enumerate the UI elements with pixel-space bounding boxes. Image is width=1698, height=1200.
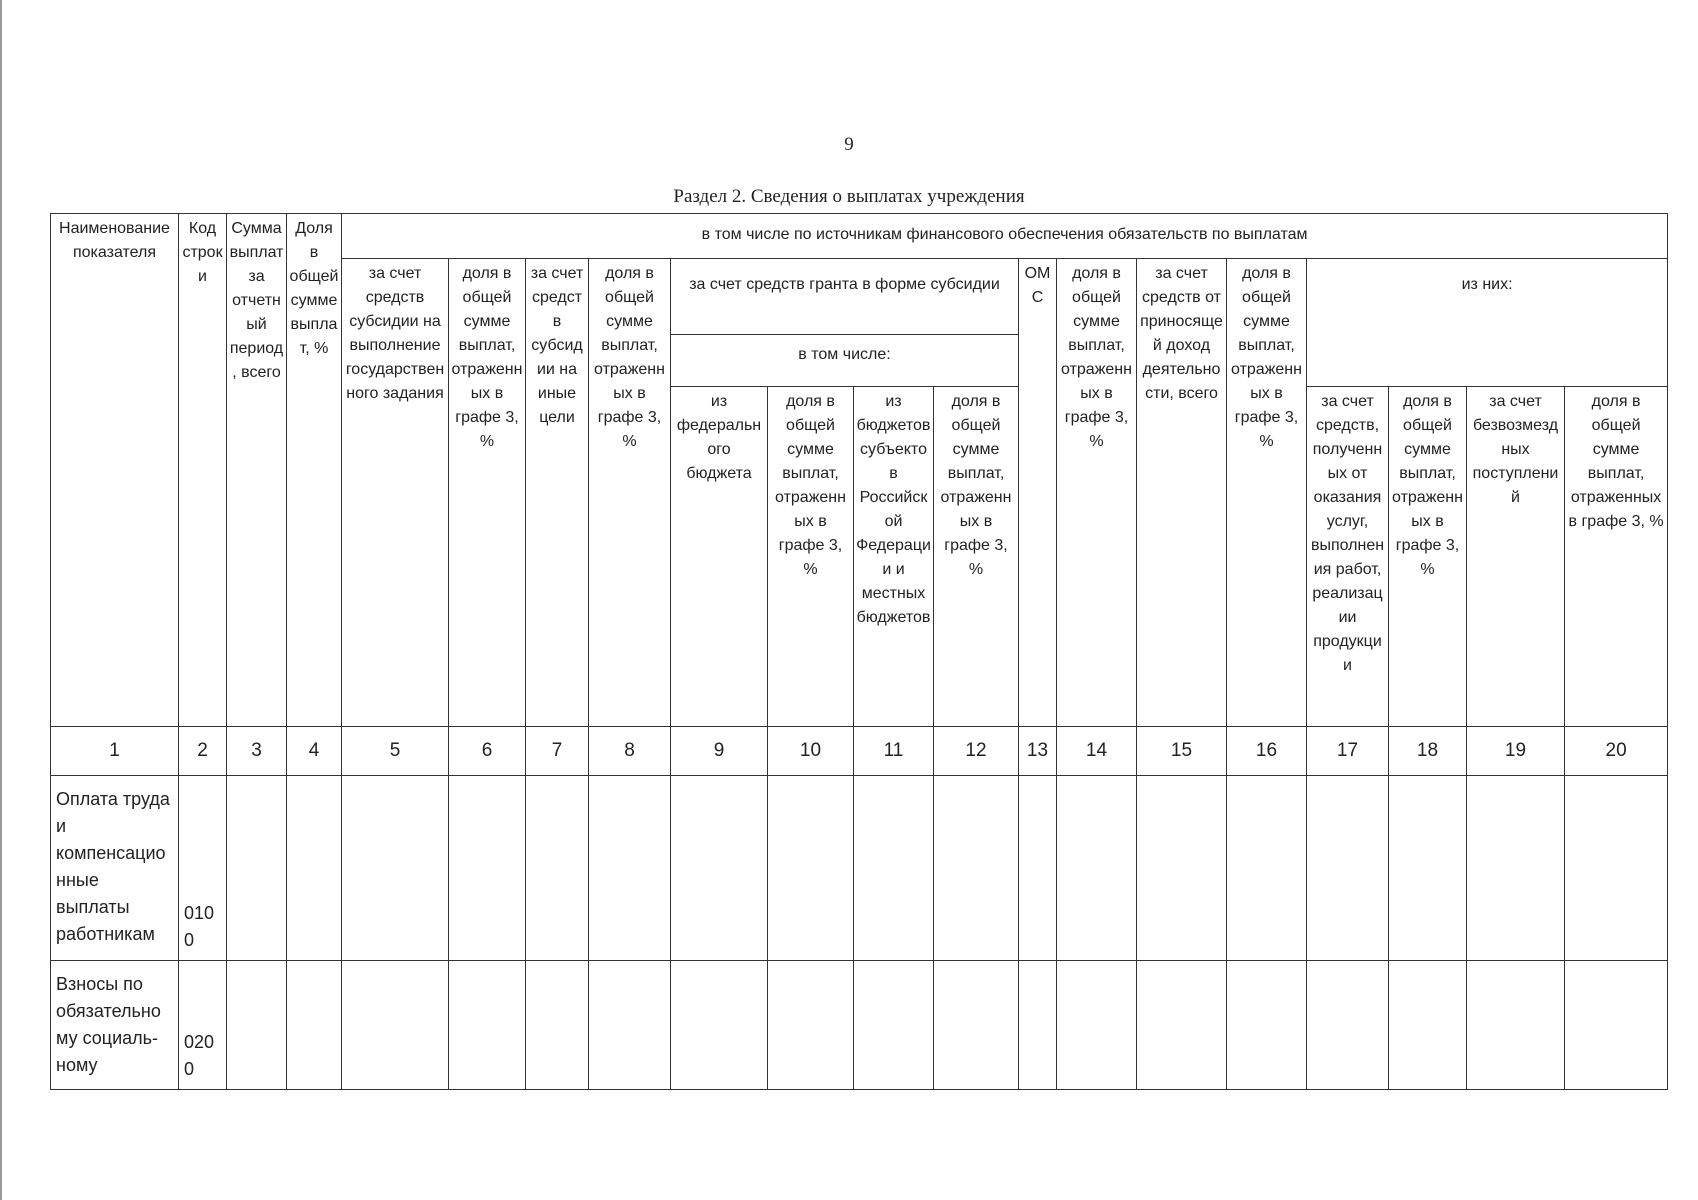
data-cell	[287, 961, 342, 1090]
header-share-state-task: доля в общей сумме выплат, отраженных в графе 3, %	[449, 259, 526, 727]
data-cell	[1565, 776, 1668, 961]
scan-edge	[0, 0, 2, 1200]
data-cell	[768, 776, 854, 961]
column-number: 10	[768, 727, 854, 776]
header-row-1	[51, 214, 1668, 259]
header-total-sum: Сумма выплат за отчетный период, всего	[227, 214, 287, 727]
header-state-task-subsidy: за счет средств субсидии на выполнение государственного задания	[342, 259, 449, 727]
header-federal-budget: из федерального бюджета	[671, 387, 768, 727]
column-number: 11	[854, 727, 934, 776]
row-code: 0100	[179, 776, 227, 961]
header-row-code: Код строки	[179, 214, 227, 727]
data-cell	[934, 961, 1019, 1090]
data-cell	[449, 776, 526, 961]
header-gratuitous-receipts: за счет безвозмездных поступлений	[1467, 387, 1565, 727]
data-cell	[342, 961, 449, 1090]
data-cell	[671, 776, 768, 961]
data-cell	[227, 961, 287, 1090]
column-number: 7	[526, 727, 589, 776]
payments-table	[50, 213, 1668, 1090]
header-share-oms: доля в общей сумме выплат, отраженных в графе 3, %	[1057, 259, 1137, 727]
row-name: Оплата труда и компенсационные выплаты работникам	[51, 776, 179, 961]
header-share-other-purpose: доля в общей сумме выплат, отраженных в графе 3, %	[589, 259, 671, 727]
data-cell	[1389, 961, 1467, 1090]
data-cell	[526, 776, 589, 961]
data-cell	[1565, 961, 1668, 1090]
header-share-regional: доля в общей сумме выплат, отраженных в графе 3, %	[934, 387, 1019, 727]
column-number: 9	[671, 727, 768, 776]
table-row	[51, 961, 1668, 1090]
header-group-sources: в том числе по источникам финансового обеспечения обязательств по выплатам	[342, 214, 1668, 259]
row-code: 0200	[179, 961, 227, 1090]
header-group-grant-including: в том числе:	[671, 335, 1019, 387]
header-indicator-name: Наименование показателя	[51, 214, 179, 727]
header-share-federal: доля в общей сумме выплат, отраженных в графе 3, %	[768, 387, 854, 727]
column-number: 19	[1467, 727, 1565, 776]
column-number: 20	[1565, 727, 1668, 776]
data-cell	[1137, 776, 1227, 961]
header-oms: ОМС	[1019, 259, 1057, 727]
data-cell	[589, 961, 671, 1090]
data-cell	[1307, 776, 1389, 961]
page-number: 9	[844, 134, 854, 155]
data-cell	[1137, 961, 1227, 1090]
column-number: 6	[449, 727, 526, 776]
column-number-row	[51, 727, 1668, 776]
data-cell	[1057, 776, 1137, 961]
data-cell	[589, 776, 671, 961]
data-cell	[449, 961, 526, 1090]
data-cell	[671, 961, 768, 1090]
column-number: 8	[589, 727, 671, 776]
column-number: 17	[1307, 727, 1389, 776]
header-share-total: Доля в общей сумме выплат, %	[287, 214, 342, 727]
header-group-grant: за счет средств гранта в форме субсидии	[671, 259, 1019, 335]
row-name: Взносы по обязательному социаль-ному	[51, 961, 179, 1090]
header-share-income-activity: доля в общей сумме выплат, отраженных в графе 3, %	[1227, 259, 1307, 727]
column-number: 16	[1227, 727, 1307, 776]
column-number: 2	[179, 727, 227, 776]
column-number: 1	[51, 727, 179, 776]
column-number: 15	[1137, 727, 1227, 776]
data-cell	[934, 776, 1019, 961]
data-cell	[227, 776, 287, 961]
column-number: 4	[287, 727, 342, 776]
data-cell	[1467, 961, 1565, 1090]
header-share-gratuitous: доля в общей сумме выплат, отраженных в графе 3, %	[1565, 387, 1668, 727]
data-cell	[1019, 961, 1057, 1090]
data-cell	[342, 776, 449, 961]
column-number: 5	[342, 727, 449, 776]
column-number: 12	[934, 727, 1019, 776]
header-group-of-them: из них:	[1307, 259, 1668, 387]
column-number: 3	[227, 727, 287, 776]
header-services-income: за счет средств, полученных от оказания услуг, выполнения работ, реализации продукции	[1307, 387, 1389, 727]
header-income-activity: за счет средств от приносящей доход деятельности, всего	[1137, 259, 1227, 727]
data-cell	[1307, 961, 1389, 1090]
section-title: Раздел 2. Сведения о выплатах учреждения	[673, 186, 1025, 207]
column-number: 13	[1019, 727, 1057, 776]
column-number: 18	[1389, 727, 1467, 776]
table-row	[51, 776, 1668, 961]
data-cell	[1019, 776, 1057, 961]
column-number: 14	[1057, 727, 1137, 776]
data-cell	[854, 776, 934, 961]
data-cell	[1057, 961, 1137, 1090]
data-cell	[768, 961, 854, 1090]
data-cell	[1227, 776, 1307, 961]
data-cell	[1467, 776, 1565, 961]
data-cell	[854, 961, 934, 1090]
header-regional-budgets: из бюджетов субъектов Российской Федерации и местных бюджетов	[854, 387, 934, 727]
data-cell	[526, 961, 589, 1090]
data-cell	[1389, 776, 1467, 961]
data-cell	[1227, 961, 1307, 1090]
header-share-services: доля в общей сумме выплат, отраженных в графе 3, %	[1389, 387, 1467, 727]
data-cell	[287, 776, 342, 961]
header-other-purpose-subsidy: за счет средств субсидии на иные цели	[526, 259, 589, 727]
